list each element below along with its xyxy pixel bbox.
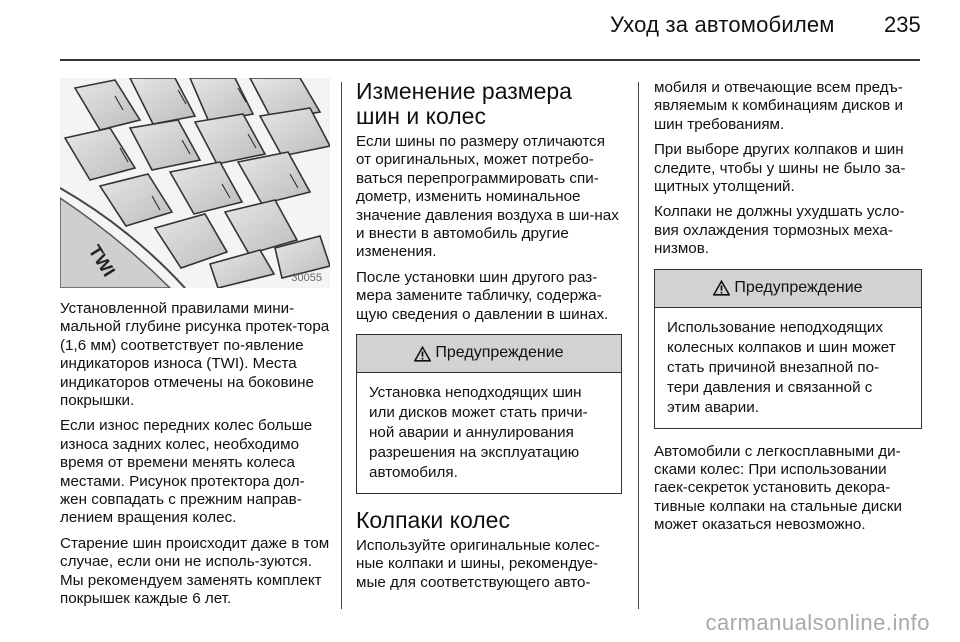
paragraph: Автомобили с легкосплавными ди-сками колес: При использовании гаек-секреток установить декора-тивные колпаки на стальные диски может оказаться невозможно.: [654, 442, 902, 534]
page-number: 235: [884, 12, 921, 37]
column-1: [60, 300, 330, 616]
page-header-title: Уход за автомобилем: [610, 12, 835, 37]
paragraph: Старение шин происходит даже в том случае, если они не исполь-зуются. Мы рекомендуем заменять комплект покрышек каждые 6 лет.: [60, 534, 330, 608]
column-divider-1: [341, 82, 342, 609]
header-rule: [60, 59, 920, 61]
warning-box: [654, 269, 922, 429]
section-heading-wheel-caps: Колпаки колес: [356, 507, 510, 534]
warning-title: Предупреждение: [435, 344, 564, 362]
column-2: [356, 79, 622, 599]
column-divider-2: [638, 82, 639, 609]
figure-number: 30055: [291, 272, 322, 284]
paragraph: Установленной правилами мини-мальной глубине рисунка протек-тора (1,6 мм) соответствует по-явление индикаторов износа (TWI). Места индикаторов отмечены на боковине покрышки.: [60, 300, 330, 410]
paragraph: После установки шин другого раз-мера замените табличку, содержа-щую сведения о давлении в шинах.: [356, 268, 609, 323]
warning-title: Предупреждение: [734, 278, 863, 296]
twi-mark-label: TWI: [84, 241, 120, 281]
section-heading-tire-size: Изменение размера шин и колес: [356, 78, 572, 129]
paragraph: Если шины по размеру отличаются от оригинальных, может потребо-ваться перепрограммировать спи-дометр, изменить номинальное значение давления воздуха в ши-нах и внести в автомобиль другие изменения.: [356, 133, 619, 261]
warning-triangle-icon: [414, 346, 431, 362]
column-3: [654, 79, 922, 542]
tire-tread-illustration: [60, 78, 330, 288]
warning-text: Установка неподходящих шин или дисков может стать причи-ной аварии и аннулирования разрешения на эксплуатацию автомобиля.: [369, 384, 588, 482]
warning-header: [655, 270, 921, 308]
paragraph: мобиля и отвечающие всем предъ-являемым к комбинациям дисков и шин требованиям.: [654, 79, 903, 133]
tire-tread-drawing: [60, 78, 330, 288]
warning-header: [357, 335, 621, 373]
paragraph: Используйте оригинальные колес-ные колпаки и шины, рекомендуе-мые для соответствующего авто-: [356, 537, 600, 591]
warning-text: Использование неподходящих колесных колпаков и шин может стать причиной внезапной по-тери давления и связанной с этим аварии.: [667, 318, 896, 416]
paragraph: При выборе других колпаков и шин следите, чтобы у шины не было за-щитных утолщений.: [654, 141, 906, 196]
paragraph: Если износ передних колес больше износа задних колес, необходимо время от времени менять колеса местами. Рисунок протектора дол-жен совпадать с прежним направ-лением вращения колес.: [60, 417, 313, 527]
warning-box: [356, 334, 622, 494]
paragraph: Колпаки не должны ухудшать усло-вия охлаждения тормозных меха-низмов.: [654, 203, 905, 258]
warning-triangle-icon: [713, 280, 730, 296]
watermark-text: carmanualsonline.info: [705, 610, 930, 635]
